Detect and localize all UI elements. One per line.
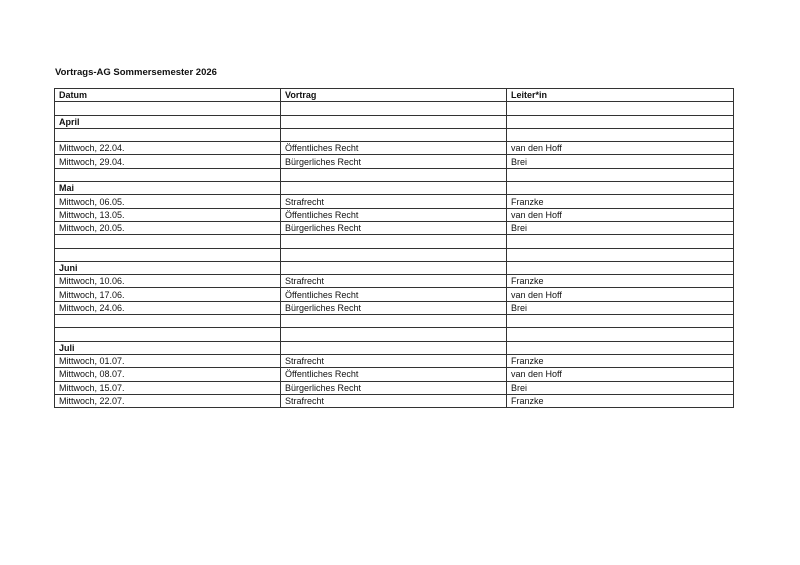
empty-cell xyxy=(55,328,281,341)
schedule-table-body xyxy=(55,89,734,408)
empty-cell xyxy=(55,168,281,181)
cell-vortrag: Öffentliches Recht xyxy=(281,288,507,301)
header-leiter: Leiter*in xyxy=(507,89,734,102)
table-row xyxy=(55,221,734,234)
month-label: Mai xyxy=(55,182,281,195)
month-row xyxy=(55,182,734,195)
table-row xyxy=(55,275,734,288)
empty-cell xyxy=(281,315,507,328)
cell-datum: Mittwoch, 13.05. xyxy=(55,208,281,221)
table-row xyxy=(55,301,734,314)
empty-cell xyxy=(55,102,281,115)
table-row xyxy=(55,195,734,208)
cell-datum: Mittwoch, 10.06. xyxy=(55,275,281,288)
month-label: Juni xyxy=(55,261,281,274)
cell-vortrag: Bürgerliches Recht xyxy=(281,381,507,394)
empty-cell xyxy=(281,115,507,128)
table-row xyxy=(55,354,734,367)
table-row xyxy=(55,208,734,221)
empty-cell xyxy=(507,128,734,141)
blank-row xyxy=(55,168,734,181)
empty-cell xyxy=(507,315,734,328)
cell-datum: Mittwoch, 24.06. xyxy=(55,301,281,314)
empty-cell xyxy=(507,341,734,354)
cell-vortrag: Öffentliches Recht xyxy=(281,208,507,221)
cell-datum: Mittwoch, 20.05. xyxy=(55,221,281,234)
cell-datum: Mittwoch, 22.04. xyxy=(55,142,281,155)
empty-cell xyxy=(281,261,507,274)
cell-datum: Mittwoch, 06.05. xyxy=(55,195,281,208)
cell-vortrag: Strafrecht xyxy=(281,195,507,208)
cell-datum: Mittwoch, 17.06. xyxy=(55,288,281,301)
cell-datum: Mittwoch, 15.07. xyxy=(55,381,281,394)
empty-cell xyxy=(507,328,734,341)
empty-cell xyxy=(281,168,507,181)
month-row xyxy=(55,115,734,128)
blank-row xyxy=(55,128,734,141)
cell-leiter: van den Hoff xyxy=(507,368,734,381)
cell-datum: Mittwoch, 29.04. xyxy=(55,155,281,168)
month-row xyxy=(55,261,734,274)
empty-cell xyxy=(507,102,734,115)
empty-cell xyxy=(55,128,281,141)
empty-cell xyxy=(281,235,507,248)
empty-cell xyxy=(55,248,281,261)
header-datum: Datum xyxy=(55,89,281,102)
empty-cell xyxy=(281,102,507,115)
empty-cell xyxy=(507,182,734,195)
cell-vortrag: Bürgerliches Recht xyxy=(281,155,507,168)
header-vortrag: Vortrag xyxy=(281,89,507,102)
blank-row xyxy=(55,328,734,341)
empty-cell xyxy=(55,235,281,248)
cell-datum: Mittwoch, 01.07. xyxy=(55,354,281,367)
table-header-row xyxy=(55,89,734,102)
table-row xyxy=(55,142,734,155)
cell-leiter: van den Hoff xyxy=(507,208,734,221)
cell-leiter: Franzke xyxy=(507,275,734,288)
cell-leiter: Brei xyxy=(507,381,734,394)
blank-row xyxy=(55,102,734,115)
cell-leiter: Brei xyxy=(507,155,734,168)
empty-cell xyxy=(281,248,507,261)
empty-cell xyxy=(55,315,281,328)
empty-cell xyxy=(507,115,734,128)
empty-cell xyxy=(507,261,734,274)
cell-datum: Mittwoch, 22.07. xyxy=(55,394,281,407)
cell-datum: Mittwoch, 08.07. xyxy=(55,368,281,381)
empty-cell xyxy=(281,341,507,354)
table-row xyxy=(55,394,734,407)
month-row xyxy=(55,341,734,354)
cell-leiter: Franzke xyxy=(507,354,734,367)
cell-vortrag: Strafrecht xyxy=(281,394,507,407)
empty-cell xyxy=(281,328,507,341)
month-label: Juli xyxy=(55,341,281,354)
cell-vortrag: Öffentliches Recht xyxy=(281,368,507,381)
blank-row xyxy=(55,248,734,261)
cell-leiter: van den Hoff xyxy=(507,288,734,301)
empty-cell xyxy=(507,248,734,261)
cell-vortrag: Strafrecht xyxy=(281,354,507,367)
document-title: Vortrags-AG Sommersemester 2026 xyxy=(55,67,217,78)
empty-cell xyxy=(507,235,734,248)
month-label: April xyxy=(55,115,281,128)
table-row xyxy=(55,368,734,381)
cell-vortrag: Bürgerliches Recht xyxy=(281,221,507,234)
blank-row xyxy=(55,315,734,328)
cell-leiter: Brei xyxy=(507,221,734,234)
cell-vortrag: Strafrecht xyxy=(281,275,507,288)
empty-cell xyxy=(281,182,507,195)
schedule-table xyxy=(54,88,734,408)
cell-leiter: Franzke xyxy=(507,394,734,407)
cell-leiter: van den Hoff xyxy=(507,142,734,155)
empty-cell xyxy=(507,168,734,181)
cell-leiter: Franzke xyxy=(507,195,734,208)
table-row xyxy=(55,288,734,301)
cell-vortrag: Bürgerliches Recht xyxy=(281,301,507,314)
table-row xyxy=(55,155,734,168)
empty-cell xyxy=(281,128,507,141)
cell-leiter: Brei xyxy=(507,301,734,314)
table-row xyxy=(55,381,734,394)
cell-vortrag: Öffentliches Recht xyxy=(281,142,507,155)
blank-row xyxy=(55,235,734,248)
